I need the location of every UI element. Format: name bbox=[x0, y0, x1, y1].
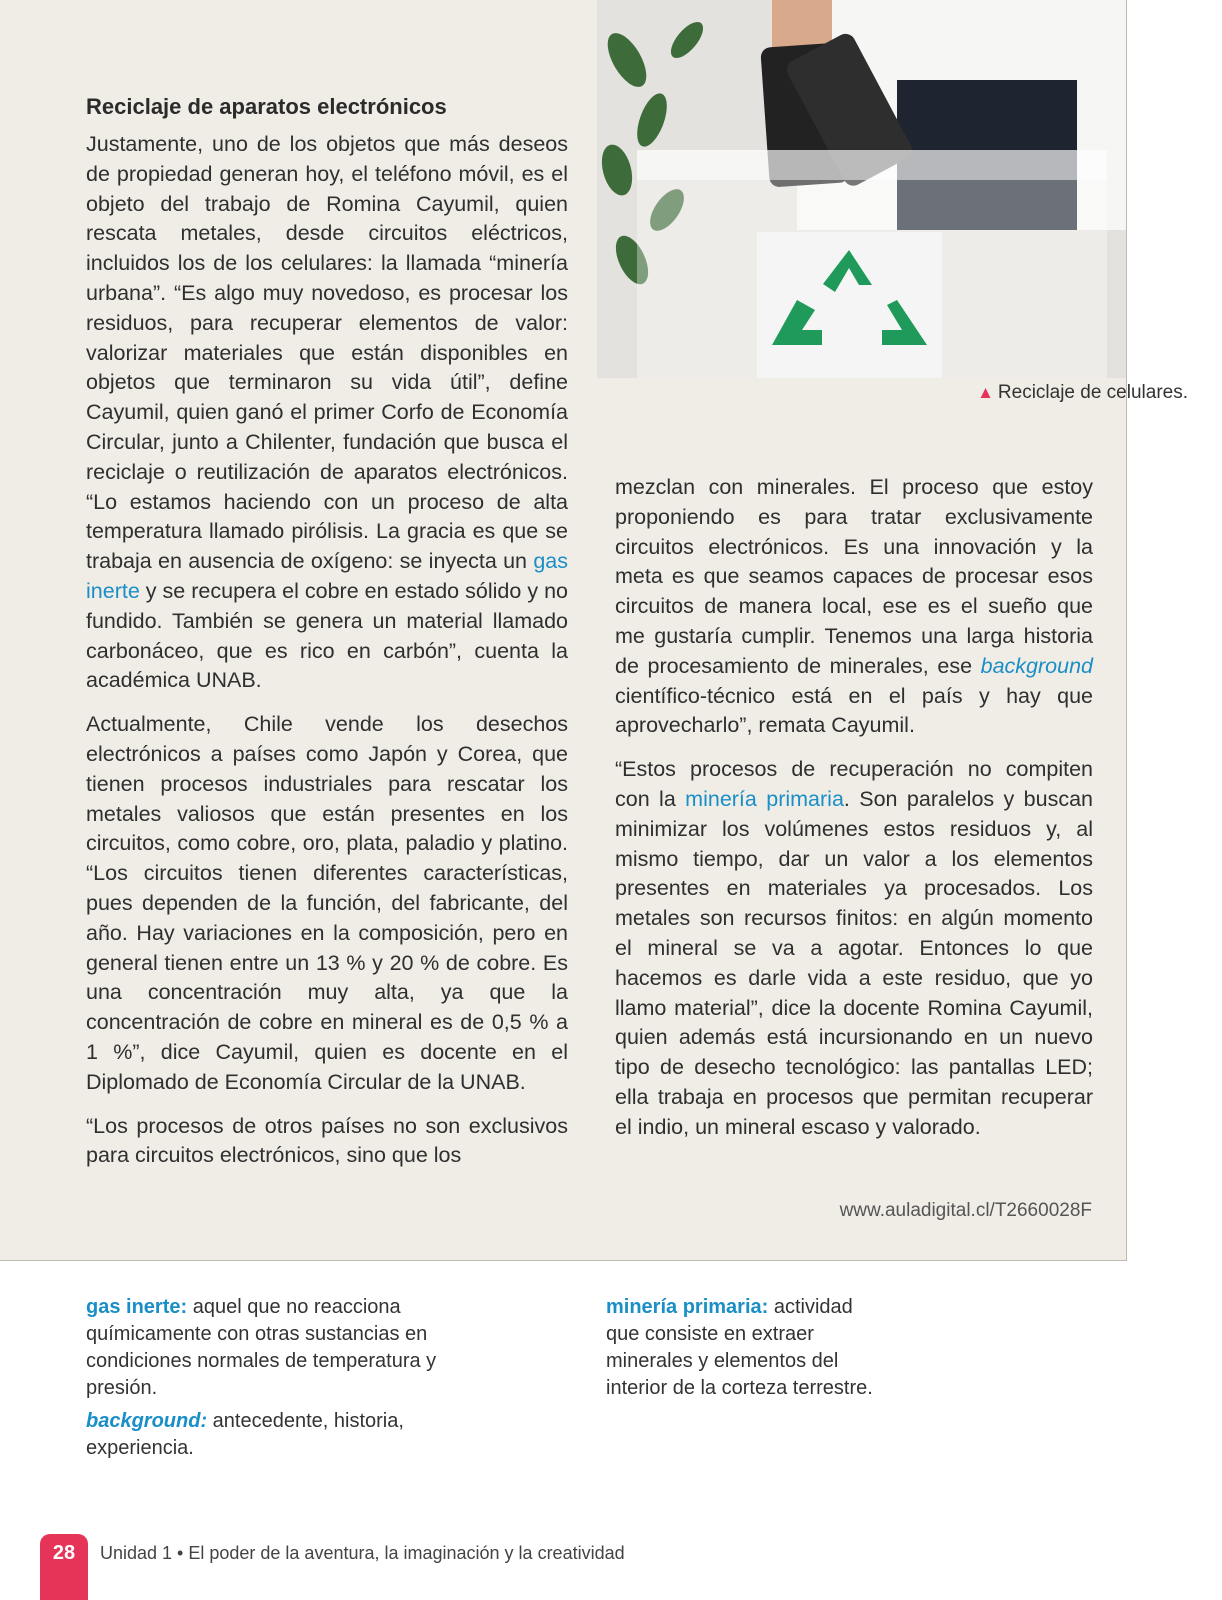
recycling-photo bbox=[597, 0, 1126, 378]
paragraph: mezclan con minerales. El proceso que estoy proponiendo es para tratar exclusivamente circuitos electrónicos. Es una innovación y la meta es que seamos capaces de procesar esos circuitos de manera local, ese es el sueño que me gustaría cumplir. Tenemos una larga historia de procesamiento de minerales, ese background científico-técnico está en el país y hay que aprovecharlo”, remata Cayumil. bbox=[615, 475, 1093, 738]
section-heading: Reciclaje de aparatos electrónicos bbox=[86, 94, 447, 119]
triangle-icon: ▲ bbox=[977, 383, 994, 402]
paragraph: Actualmente, Chile vende los desechos electrónicos a países como Japón y Corea, que tienen procesos industriales para rescatar los metales valiosos que están presentes en los circuitos, como cobre, oro, plata, paladio y platino. “Los circuitos tienen diferentes características, pues dependen de la función, del fabricante, del año. Hay variaciones en la composición, pero en general tienen entre un 13 % y 20 % de cobre. Es una concentración muy alta, ya que la concentración de cobre en mineral es de 0,5 % a 1 %”, dice Cayumil, quien es docente en el Diplomado de Economía Circular de la UNAB. bbox=[86, 712, 568, 1094]
source-link[interactable]: www.auladigital.cl/T2660028F bbox=[839, 1200, 1092, 1221]
paragraph: Justamente, uno de los objetos que más deseos de propiedad generan hoy, el teléfono móvil, es el objeto del trabajo de Romina Cayumil, quien rescata metales, desde circuitos eléctricos, incluidos los de los celulares: la llamada “minería urbana”. “Es algo muy novedoso, es procesar los residuos, para recuperar elementos de valor: valorizar materiales que están disponibles en objetos que terminaron su vida útil”, define Cayumil, quien ganó el primer Corfo de Economía Circular, junto a Chilenter, fundación que busca el reciclaje o reutilización de aparatos electrónicos. “Lo estamos haciendo con un proceso de alta temperatura llamado pirólisis. La gracia es que se trabaja en ausencia de oxígeno: se inyecta un gas inerte y se recupera el cobre en estado sólido y no fundido. También se genera un material llamado carbonáceo, que es rico en carbón”, cuenta la académica UNAB. bbox=[86, 132, 568, 693]
page-number: 28 bbox=[40, 1534, 88, 1600]
footer-text: Unidad 1 • El poder de la aventura, la imaginación y la creatividad bbox=[100, 1543, 625, 1563]
glossary-term-link[interactable]: minería primaria bbox=[685, 786, 844, 811]
glossary-entry: minería primaria: actividad que consiste en extraer minerales y elementos del interior de la corteza terrestre. bbox=[606, 1296, 873, 1399]
glossary-right bbox=[606, 1294, 886, 1408]
recycling-illustration bbox=[597, 0, 1126, 378]
column-right bbox=[615, 473, 1093, 1157]
glossary-entry: gas inerte: aquel que no reacciona químicamente con otras sustancias en condiciones normales de temperatura y presión. bbox=[86, 1296, 437, 1399]
glossary-term-link[interactable]: gas inerte bbox=[86, 549, 568, 603]
column-left bbox=[86, 130, 568, 1185]
paragraph: “Los procesos de otros países no son exclusivos para circuitos electrónicos, sino que los bbox=[86, 1113, 568, 1168]
glossary-left bbox=[86, 1294, 446, 1468]
image-caption: ▲ Reciclaje de celulares. bbox=[977, 382, 1188, 403]
paragraph: “Estos procesos de recuperación no compiten con la minería primaria. Son paralelos y buscan minimizar los volúmenes estos residuos y, al mismo tiempo, dar un valor a los elementos presentes en materiales ya procesados. Los metales son recursos finitos: en algún momento el mineral se va a agotar. Entonces lo que hacemos es darle vida a este residuo, que yo llamo material”, dice la docente Romina Cayumil, quien además está incursionando en un nuevo tipo de desecho tecnológico: las pantallas LED; ella trabaja en procesos que permitan recuperar el indio, un mineral escaso y valorado. bbox=[615, 757, 1093, 1139]
glossary-entry: background: antecedente, historia, experiencia. bbox=[86, 1410, 404, 1459]
glossary-term-link[interactable]: background bbox=[980, 653, 1093, 678]
